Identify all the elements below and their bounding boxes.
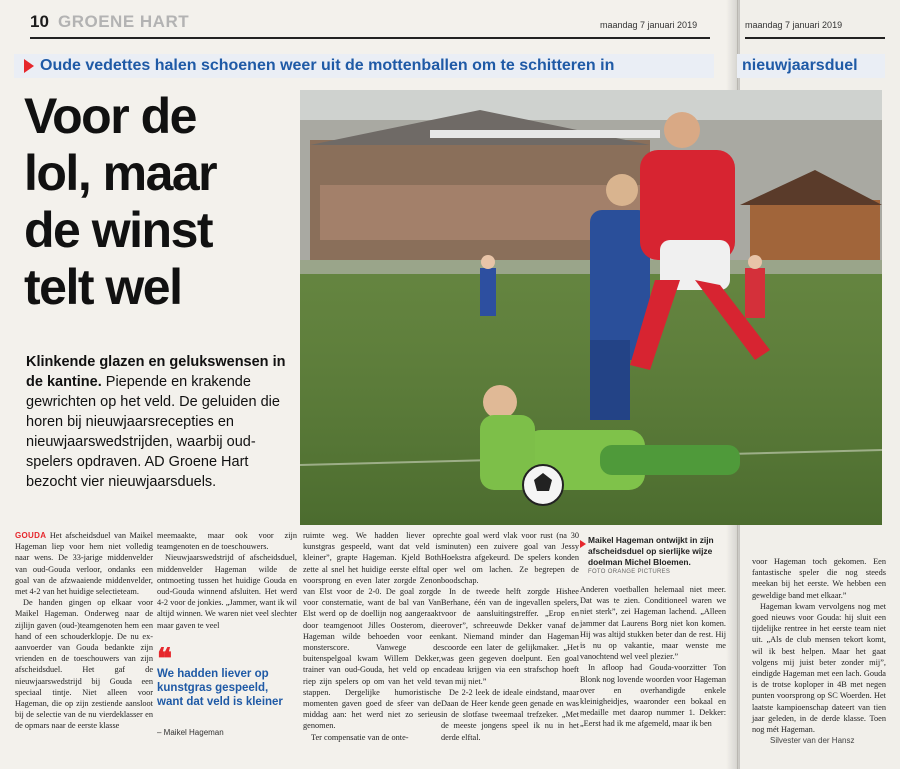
photo-caption: Maikel Hageman ontwijkt in zijn afscheidsduel op sierlijke wijze doelman Michel Bloemen.	[588, 535, 714, 567]
paragraph: Het afscheidsduel van Maikel Hageman liep voor hem niet volledig naar wens. De 33-jarige middenvelder van oud-Gouda verloor, ondanks een goal van de afzwaaiende middenvelder, met 4-2 van het huidige selectieteam.	[15, 531, 153, 597]
pull-quote: We hadden liever op kunstgras gespeeld, want dat veld is kleiner	[157, 668, 283, 708]
paragraph: rechte goal werd vlak voor rust (na 30 minuten) een zuivere goal van Jessy Hoekstra afgekeurd. De spelers konden er wel om lachen. Ze begrepen de boodschap.	[441, 531, 579, 585]
caption-arrow-icon	[580, 540, 586, 548]
headline-line: Voor de	[24, 88, 196, 144]
quote-mark-icon: ❝	[157, 643, 173, 674]
paragraph: Anderen voetballen helemaal niet meer. Dat was te zien. Conditioneel waren we niet sterk”, zei Hageman lachend. „Alleen jammer dat Laurens Borg niet kon komen. Hij was altijd stukken beter dan de rest. Hij is nu op vakantie, maar wenste me vanochtend wel veel plezier.”	[580, 585, 726, 662]
paragraph: De 2-2 leek de ideale eindstand, maar Daan de Heer kende geen genade en was in de slotfase tweemaal trefzeker. „Met de meeste jongens speel ik nu in het derde elftal.	[441, 687, 579, 742]
article-column	[580, 584, 726, 730]
paragraph: ruimte weg. We hadden liever op kunstgras gespeeld, want dat veld is kleiner”, grapte Hageman. Kjeld Both zette al snel het huidige eerste elftal op voorsprong en even later zorgde Zenon van Elst voor de 2-0. De goal zorgde voor consternatie, want de bal van Van Elst werd op de doellijn nog aangeraakt door teamgenoot Jilles Oosterom, die Hageman wilde behoeden voor een monsterscore. Vanwege de buitenspelgoal kwam Willem Dekker, trainer van oud-Gouda, het veld op en riep zijn spelers op om van het veld te stappen. Dergelijke humoristische momenten gaven goed de sfeer van de middag aan: het werd niet zo serieus genomen.	[303, 531, 441, 731]
page-number: 10	[30, 12, 49, 31]
dateline: GOUDA	[15, 531, 47, 540]
headline-line: telt wel	[24, 259, 182, 315]
paragraph: Ter compensatie van de onte-	[311, 732, 409, 742]
kicker-text: Oude vedettes halen schoenen weer uit de mottenballen om te schitteren in	[40, 57, 615, 74]
article-column	[441, 530, 579, 743]
paragraph: Hageman kwam vervolgens nog met goed nieuws voor Gouda: hij sluit een tijdelijke rentree in het eerste team niet uit. „Als de club mensen tekort komt, wil ik best helpen. Maar het gaat volgens mij juist beter zonder mij”, eindigde Hageman met een lach. Gouda is de trotse koploper in 4B met negen punten voorsprong op SC Woerden. Het laatste kampioenschap dateert van tien jaar geleden, in de derde klasse. Toen nog mét Hageman.	[752, 601, 886, 735]
paragraph: In de tweede helft zorgde Hishee Berhane, één van de ingevallen spelers, voor de aansluitingstreffer. „Erop en erover”, schreeuwde Dekker vanaf de kant. Niemand minder dan Hageman scoorde een later de gelijkmaker. „Het was geen gegeven doelpunt. Een goal cadeau krijgen via een strafschop hoeft van mij niet.”	[441, 587, 579, 686]
byline: Silvester van der Hansz	[770, 736, 855, 745]
header-rule-right	[745, 37, 885, 39]
intro	[26, 352, 298, 492]
paragraph: In afloop had Gouda-voorzitter Ton Blonk nog lovende woorden voor Hageman over en overhandigde enkele kleinigheidjes, waaronder een bokaal en medaille met daarop nummer 1. Dekker: „Eerst had ik me afgemeld, maar ik ben	[580, 663, 726, 729]
section-name: GROENE HART	[58, 12, 190, 31]
headline-line: de winst	[24, 202, 213, 258]
date-left: maandag 7 januari 2019	[600, 20, 698, 30]
paragraph: Nieuwjaarswedstrijd of afscheidsduel, middenvelder Hageman wilde de ontmoeting tussen het huidige Gouda en oud-Gouda winnend afsluiten. Het werd 4-2 voor de jonkies. „Jammer, want ik wil altijd winnen. We waren niet veel slechter maar gaven te veel	[157, 553, 297, 630]
kicker-text-right: nieuwjaarsduel	[742, 57, 858, 74]
paragraph: meemaakte, maar ook voor zijn teamgenoten en de toeschouwers.	[157, 531, 297, 552]
intro-text: Piepende en krakende gewrichten op het veld. De geluiden die horen bij nieuwjaarsrecepties en nieuwjaarswedstrijden, waarbij oud-spelers opdraven. AD Groene Hart bezocht vier nieuwjaarsduels.	[26, 374, 280, 490]
paragraph: De handen gingen op elkaar voor Maikel Hageman. Onderweg naar de zijlijn gaven (oud-)teamgenoten hem een hand of een schouderklopje. De nu ex-aanvoerder van Gouda bedankte zijn vrienden en de toeschouwers van zijn afscheidsduel. Het gaf de nieuwjaarswedstrijd bij Gouda een speciaal tintje. Niet alleen voor Hageman, die op zijn zestiende aansloot bij de selectie van de nu vierdeklasser en de opmars naar de eerste klasse	[15, 598, 153, 731]
intro-bold: Klinkende glazen en gelukswensen in de kantine.	[26, 354, 286, 390]
article-column	[15, 530, 153, 732]
headline	[24, 88, 296, 316]
date-right: maandag 7 januari 2019	[745, 20, 843, 30]
photo-credit: FOTO ORANGE PICTURES	[588, 569, 671, 575]
football-photo	[300, 90, 882, 525]
header-rule	[30, 37, 710, 39]
article-column	[303, 530, 441, 743]
article-column	[157, 530, 297, 631]
article-column	[752, 556, 886, 735]
paragraph: voor Hageman toch gekomen. Een fantastische speler die nog steeds meekan bij het eerste. We hebben een geweldige band met elkaar.”	[752, 557, 886, 600]
kicker-arrow-icon	[24, 59, 34, 73]
headline-line: lol, maar	[24, 145, 217, 201]
quote-author: – Maikel Hageman	[157, 728, 224, 737]
